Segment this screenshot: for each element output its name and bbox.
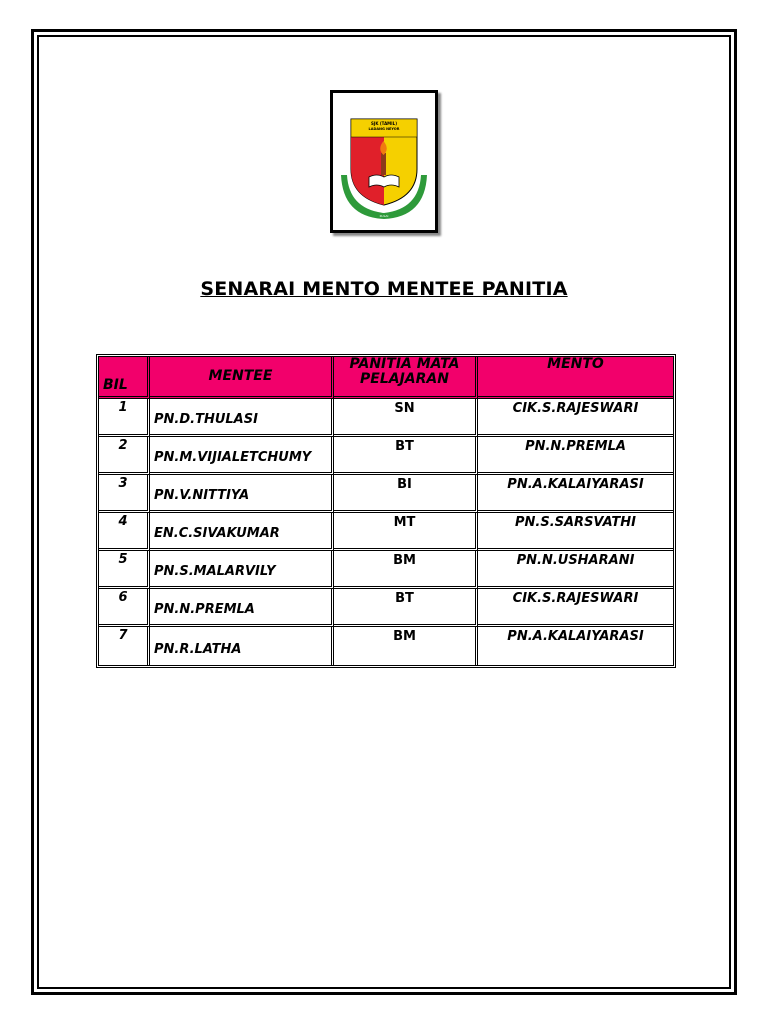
cell-mento: PN.N.PREMLA: [478, 437, 673, 475]
table-row: [99, 551, 673, 589]
header-mento: MENTO: [478, 357, 673, 399]
cell-mentee: PN.N.PREMLA: [150, 589, 334, 627]
cell-bil: 6: [99, 589, 150, 627]
mentor-mentee-table: [96, 354, 676, 668]
cell-bil: 7: [99, 627, 150, 665]
cell-panitia: BT: [334, 589, 478, 627]
cell-panitia: MT: [334, 513, 478, 551]
cell-mentee: PN.D.THULASI: [150, 399, 334, 437]
table-row: [99, 475, 673, 513]
cell-mentee: EN.C.SIVAKUMAR: [150, 513, 334, 551]
cell-mentee: PN.V.NITTIYA: [150, 475, 334, 513]
crest-school-location: LADANG NEYOR: [368, 127, 400, 131]
crest-school-name: SJK (TAMIL): [370, 121, 398, 126]
cell-bil: 1: [99, 399, 150, 437]
table-row: [99, 513, 673, 551]
cell-mento: PN.N.USHARANI: [478, 551, 673, 589]
header-bil: BIL: [99, 357, 150, 399]
cell-mento: PN.A.KALAIYARASI: [478, 475, 673, 513]
header-panitia: PANITIA MATA PELAJARAN: [334, 357, 478, 399]
table-header-row: [99, 357, 673, 399]
header-mentee: MENTEE: [150, 357, 334, 399]
school-logo: [330, 90, 438, 233]
cell-bil: 3: [99, 475, 150, 513]
cell-panitia: BM: [334, 551, 478, 589]
cell-mento: PN.S.SARSVATHI: [478, 513, 673, 551]
cell-mentee: PN.R.LATHA: [150, 627, 334, 665]
cell-panitia: BI: [334, 475, 478, 513]
cell-panitia: BM: [334, 627, 478, 665]
cell-bil: 4: [99, 513, 150, 551]
cell-mentee: PN.M.VIJIALETCHUMY: [150, 437, 334, 475]
page-title: SENARAI MENTO MENTEE PANITIA: [200, 278, 568, 300]
cell-mento: PN.A.KALAIYARASI: [507, 629, 644, 644]
cell-bil: 2: [99, 437, 150, 475]
table-row: [99, 399, 673, 437]
cell-mento: CIK.S.RAJESWARI: [478, 399, 673, 437]
cell-panitia: BT: [334, 437, 478, 475]
table-row: [99, 627, 673, 665]
table-row: [99, 437, 673, 475]
table-row: [99, 589, 673, 627]
cell-bil: 5: [99, 551, 150, 589]
crest-ring-text: KULAI: [379, 214, 389, 218]
cell-mento: CIK.S.RAJESWARI: [478, 589, 673, 627]
cell-mentee: PN.S.MALARVILY: [150, 551, 334, 589]
cell-panitia: SN: [334, 399, 478, 437]
school-crest-icon: [337, 97, 431, 226]
